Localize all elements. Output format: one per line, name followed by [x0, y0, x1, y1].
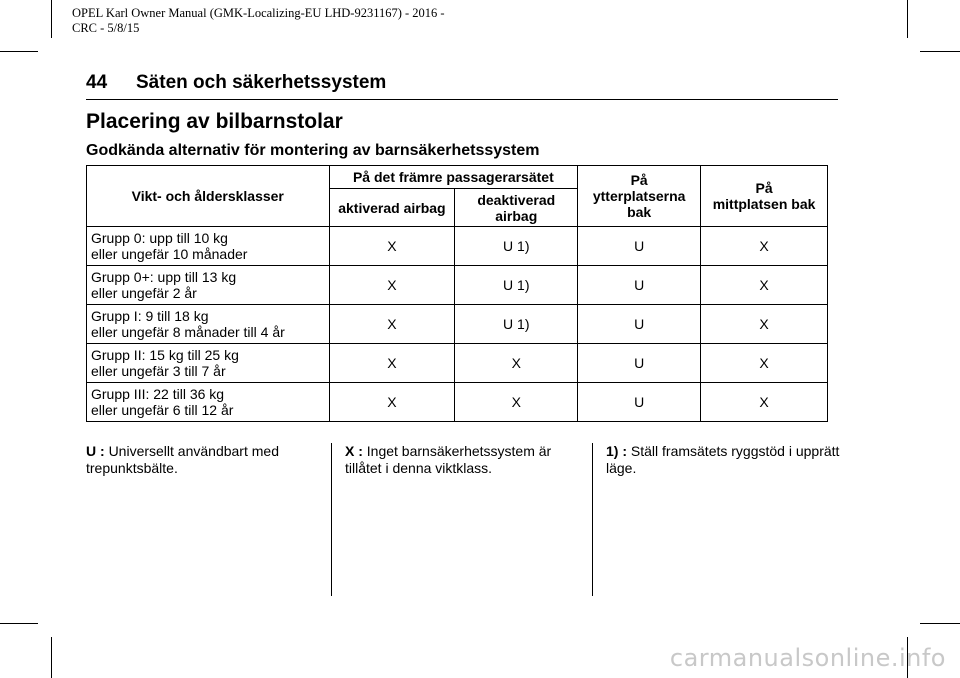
section-title: Säten och säkerhetssystem — [136, 72, 387, 93]
table-row — [87, 266, 828, 305]
header-rear-middle-seat: På mittplatsen bak — [701, 166, 828, 227]
value-cell: X — [701, 266, 828, 305]
value-cell: U 1) — [455, 227, 578, 266]
value-cell: U — [578, 383, 701, 422]
note-text: Ställ framsätets ryggstöd i upprätt läge. — [606, 443, 840, 476]
class-cell: Grupp 0+: upp till 13 kg eller ungefär 2 år — [87, 266, 330, 305]
crop-mark — [920, 623, 960, 624]
value-cell: X — [701, 227, 828, 266]
value-cell: X — [329, 227, 455, 266]
value-cell: U — [578, 305, 701, 344]
value-cell: X — [455, 344, 578, 383]
class-cell: Grupp 0: upp till 10 kg eller ungefär 10 månader — [87, 227, 330, 266]
value-cell: X — [329, 344, 455, 383]
note-not-allowed — [345, 443, 581, 477]
note-text: Universellt användbart med trepunktsbälte. — [86, 443, 279, 476]
legend-notes — [86, 443, 838, 596]
table-row — [87, 227, 828, 266]
note-key: 1) : — [606, 443, 627, 459]
document-meta-header: OPEL Karl Owner Manual (GMK-Localizing-EU LHD-9231167) - 2016 - CRC - 5/8/15 — [72, 6, 445, 35]
child-seat-table — [86, 165, 828, 422]
value-cell: U — [578, 227, 701, 266]
header-rear-outer-seats: På ytterplatserna bak — [578, 166, 701, 227]
header-airbag-activated: aktiverad airbag — [329, 189, 455, 227]
table-row — [87, 305, 828, 344]
column-divider — [331, 443, 332, 596]
column-divider — [592, 443, 593, 596]
note-key: X : — [345, 443, 363, 459]
table-heading: Godkända alternativ för montering av barnsäkerhetssystem — [86, 142, 540, 159]
note-backrest — [606, 443, 842, 477]
header-weight-age-class: Vikt- och åldersklasser — [87, 166, 330, 227]
page-header — [86, 72, 838, 100]
value-cell: X — [329, 266, 455, 305]
value-cell: U — [578, 266, 701, 305]
table-row — [87, 383, 828, 422]
class-cell: Grupp I: 9 till 18 kg eller ungefär 8 månader till 4 år — [87, 305, 330, 344]
table-row — [87, 344, 828, 383]
header-airbag-deactivated: deaktiverad airbag — [455, 189, 578, 227]
crop-mark — [51, 0, 52, 38]
page-number: 44 — [86, 72, 108, 93]
class-cell: Grupp III: 22 till 36 kg eller ungefär 6 till 12 år — [87, 383, 330, 422]
crop-mark — [0, 623, 38, 624]
crop-mark — [920, 51, 960, 52]
value-cell: U — [578, 344, 701, 383]
value-cell: X — [329, 383, 455, 422]
crop-mark — [0, 51, 38, 52]
site-watermark: carmanualsonline.info — [669, 644, 946, 672]
note-text: Inget barnsäkerhetssystem är tillåtet i denna viktklass. — [345, 443, 552, 476]
crop-mark — [907, 0, 908, 38]
value-cell: X — [701, 344, 828, 383]
value-cell: X — [701, 383, 828, 422]
page-title: Placering av bilbarnstolar — [86, 110, 343, 133]
value-cell: X — [455, 383, 578, 422]
crop-mark — [51, 637, 52, 678]
note-universal — [86, 443, 322, 477]
value-cell: X — [329, 305, 455, 344]
class-cell: Grupp II: 15 kg till 25 kg eller ungefär 3 till 7 år — [87, 344, 330, 383]
header-front-passenger-seat: På det främre passagerarsätet — [329, 166, 578, 189]
value-cell: U 1) — [455, 266, 578, 305]
note-key: U : — [86, 443, 105, 459]
value-cell: X — [701, 305, 828, 344]
value-cell: U 1) — [455, 305, 578, 344]
